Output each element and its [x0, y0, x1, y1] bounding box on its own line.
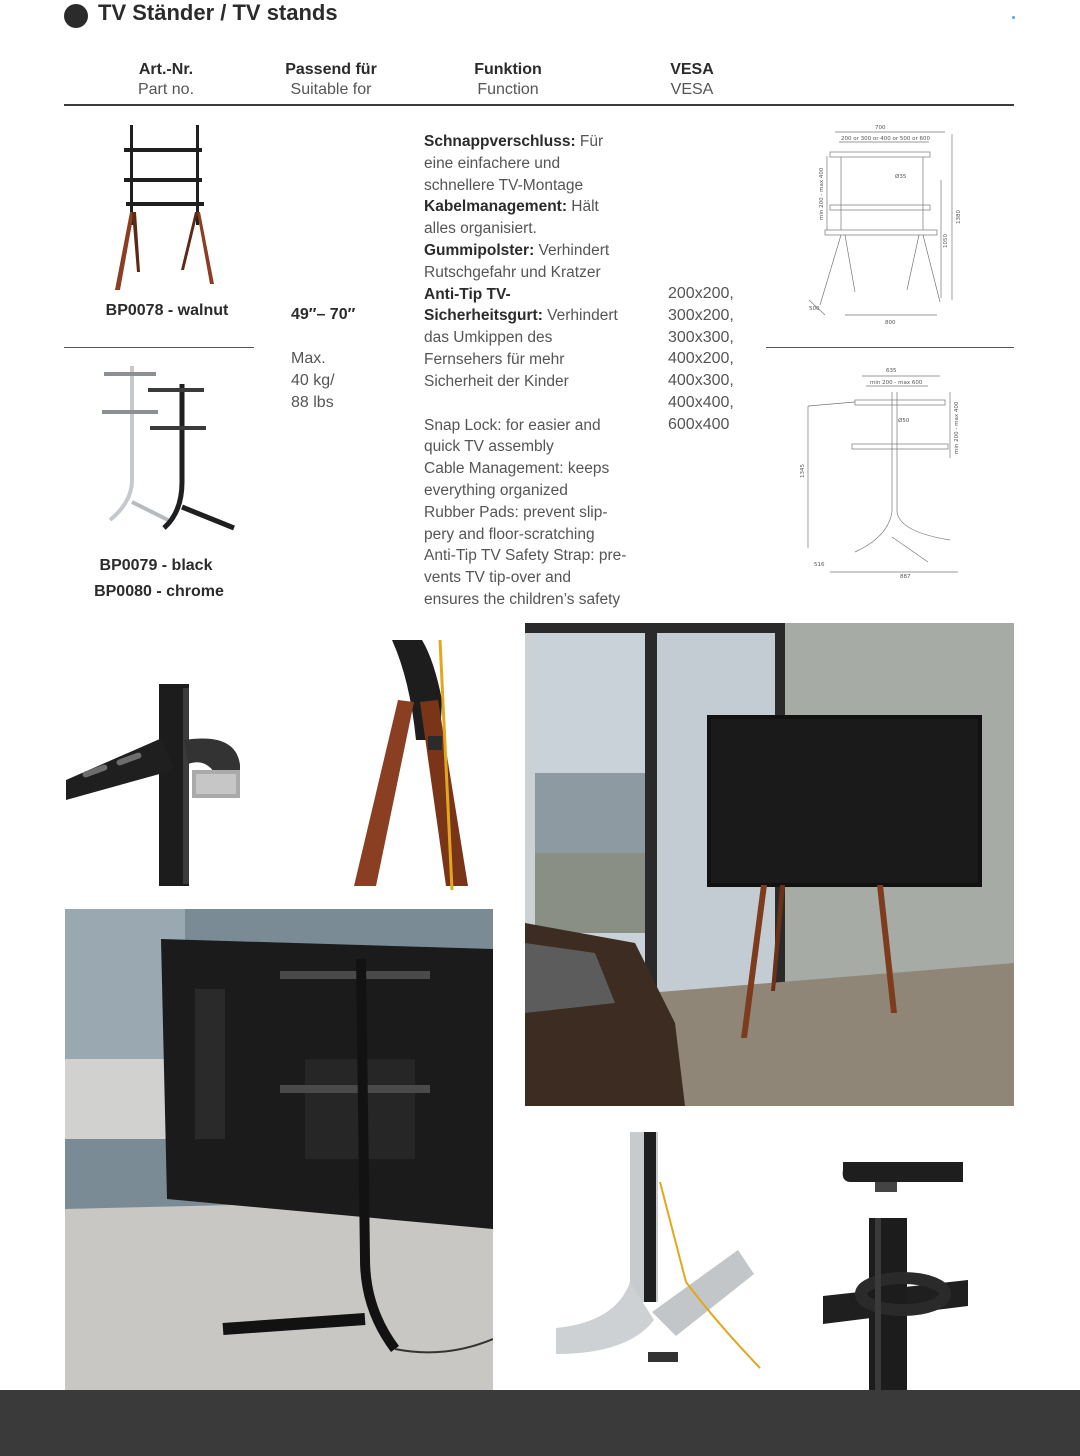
max-load — [291, 348, 335, 414]
feature-de-antitip: Anti-Tip TV-Sicherheitsgurt: Verhindert das Umkippen des Fernsehers für mehr Sicherheit der Kinder — [424, 285, 618, 390]
header-vesa-en: VESA — [670, 81, 714, 98]
vesa-value: 400x200, — [668, 350, 734, 368]
header-vesa — [652, 60, 732, 100]
dim-height-total: 1380 — [956, 210, 962, 224]
dim-base-width: 800 — [885, 320, 896, 326]
walnut-stand-image — [100, 122, 220, 292]
max-load-line: Max. — [291, 350, 326, 367]
header-vesa-de: VESA — [670, 61, 714, 78]
clamp-detail-photo — [64, 640, 254, 890]
walnut-leg-detail-photo — [350, 640, 470, 890]
dim-tube: Ø50 — [898, 418, 910, 424]
dim-height-range: min 200 - max 400 — [819, 167, 825, 220]
header-rule — [64, 104, 1014, 106]
header-part-no — [106, 60, 226, 100]
feature-de-rubber: Gummipolster: Verhindert Rutschgefahr und Kratzer — [424, 241, 610, 281]
product-walnut: BP0078 - walnut — [105, 302, 229, 319]
header-function-en: Function — [477, 81, 539, 98]
title-bullet-icon — [64, 4, 88, 28]
top-cap-detail-photo — [823, 1156, 968, 1390]
black-chrome-dimension-drawing — [800, 362, 975, 580]
dim-depth: 500 — [809, 306, 820, 312]
dim-height-total: 1345 — [800, 464, 806, 478]
dim-base-width: 887 — [900, 574, 911, 580]
header-part-no-de: Art.-Nr. — [138, 61, 194, 78]
vesa-value: 400x400, — [668, 393, 734, 411]
feature-en-snap: Snap Lock: for easier and quick TV assembly — [424, 416, 601, 456]
max-load-line: 40 kg/ — [291, 372, 335, 389]
vesa-list — [668, 283, 734, 436]
dim-width: 700 — [875, 125, 886, 131]
dim-tube: Ø35 — [895, 174, 907, 180]
header-suitable-for-en: Suitable for — [290, 81, 372, 98]
black-stand-back-photo — [65, 909, 493, 1390]
walnut-dimension-drawing — [805, 120, 975, 334]
feature-en-rubber: Rubber Pads: prevent slip-pery and floor-scratching — [424, 503, 608, 543]
max-load-line: 88 lbs — [291, 394, 334, 411]
product-chrome: BP0080 - chrome — [94, 583, 224, 600]
dim-height-mount: 1050 — [943, 234, 949, 248]
dim-height-range: min 200 - max 400 — [954, 401, 960, 454]
vesa-value: 300x200, — [668, 306, 734, 324]
walnut-room-photo — [525, 623, 1014, 1106]
corner-mark — [1012, 16, 1015, 19]
chrome-foot-cable-photo — [556, 1132, 766, 1372]
dim-vesa-range: min 200 - max 600 — [870, 380, 923, 386]
footer-bar — [0, 1390, 1080, 1456]
function-description — [424, 131, 629, 611]
vesa-value: 200x200, — [668, 285, 734, 302]
header-suitable-for — [276, 60, 386, 100]
drawing-divider — [766, 347, 1014, 348]
vesa-value: 600x400 — [668, 415, 730, 433]
feature-en-antitip: Anti-Tip TV Safety Strap: pre-vents TV tip-over and ensures the children’s safety — [424, 547, 627, 608]
suitable-size — [291, 304, 355, 326]
feature-de-snap: Schnappverschluss: Für eine einfachere und schnellere TV-Montage — [424, 133, 604, 194]
header-function-de: Funktion — [474, 61, 542, 78]
header-part-no-en: Part no. — [137, 81, 195, 98]
dim-width: 635 — [886, 368, 897, 374]
feature-en-cable: Cable Management: keeps everything organized — [424, 460, 610, 499]
header-suitable-for-de: Passend für — [285, 61, 377, 78]
screen-size: 49″– 70″ — [291, 306, 356, 323]
vesa-value: 300x300, — [668, 328, 734, 346]
product-black: BP0079 - black — [99, 557, 213, 574]
black-chrome-stand-image — [92, 362, 242, 534]
dim-vesa-range: 200 or 300 or 400 or 500 or 600 — [841, 136, 930, 142]
dim-depth: 516 — [814, 562, 825, 568]
feature-de-cable: Kabelmanagement: Hält alles organisiert. — [424, 198, 599, 238]
header-function — [458, 60, 558, 100]
page-title: TV Ständer / TV stands — [98, 0, 338, 25]
vesa-value: 400x300, — [668, 372, 734, 390]
product-divider — [64, 347, 254, 348]
